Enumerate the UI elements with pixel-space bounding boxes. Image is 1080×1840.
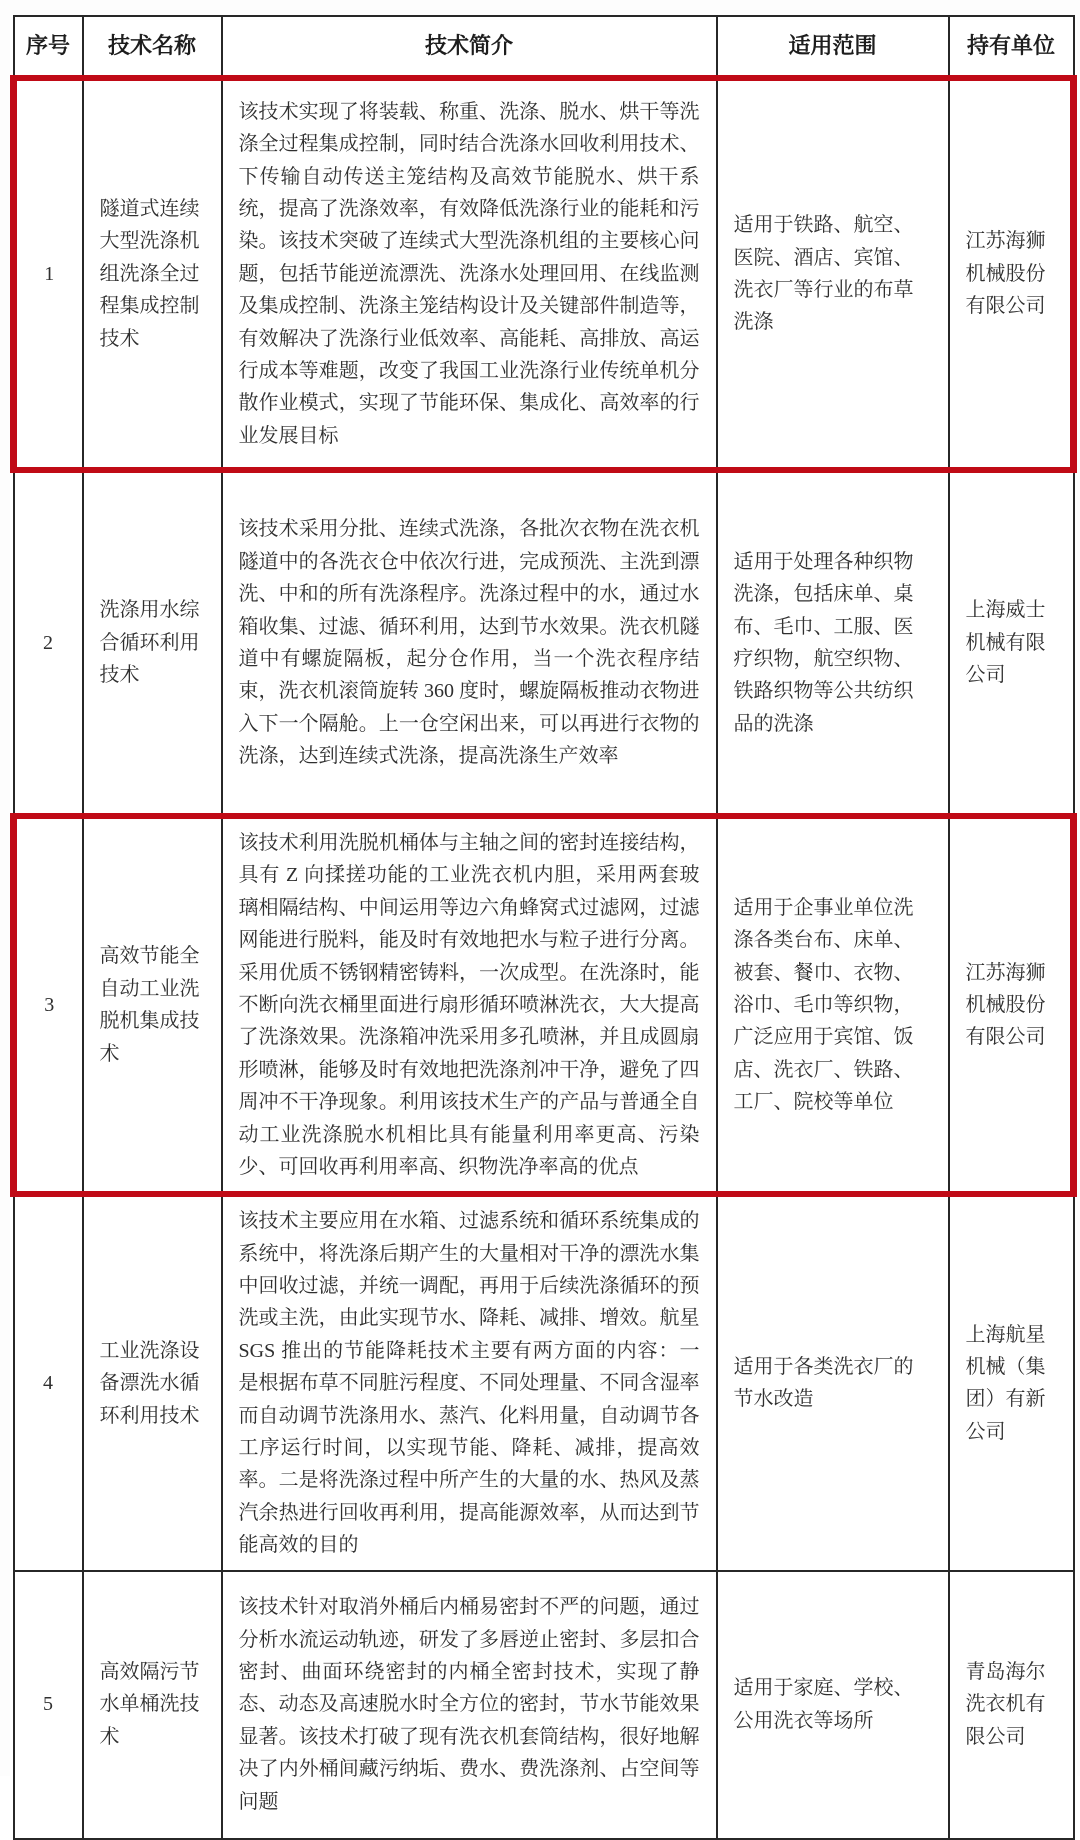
scope-cell: 适用于企事业单位洗涤各类台布、床单、被套、餐巾、衣物、浴巾、毛巾等织物，广泛应用于宾馆、饭店、洗衣厂、铁路、工厂、院校等单位 — [717, 816, 949, 1194]
name-cell: 工业洗涤设备漂洗水循环利用技术 — [83, 1194, 222, 1570]
intro-cell: 该技术利用洗脱机桶体与主轴之间的密封连接结构，具有 Z 向揉搓功能的工业洗衣机内胆，采用两套玻璃相隔结构、中间运用等边六角蜂窝式过滤网，过滤网能进行脱料，能及时有效地把水与粒子进行分离。采用优质不锈钢精密铸料，一次成型。在洗涤时，能不断向洗衣桶里面进行扇形循环喷淋洗衣，大大提高了洗涤效果。洗涤箱冲洗采用多孔喷淋，并且成圆扇形喷淋，能够及时有效地把洗涤剂冲干净，避免了四周冲不干净现象。利用该技术生产的产品与普通全自动工业洗涤脱水机相比具有能量利用率更高、污染少、可回收再利用率高、织物洗净率高的优点 — [222, 816, 717, 1194]
name-cell: 洗涤用水综合循环利用技术 — [83, 470, 222, 816]
serial-cell: 2 — [14, 470, 83, 816]
table-row — [14, 78, 1074, 470]
column-header-intro: 技术简介 — [222, 16, 717, 78]
scope-cell: 适用于铁路、航空、医院、酒店、宾馆、洗衣厂等行业的布草洗涤 — [717, 78, 949, 470]
scope-cell: 适用于处理各种织物洗涤，包括床单、桌布、毛巾、工服、医疗织物，航空织物、铁路织物等公共纺织品的洗涤 — [717, 470, 949, 816]
serial-cell: 4 — [14, 1194, 83, 1570]
intro-cell: 该技术针对取消外桶后内桶易密封不严的问题，通过分析水流运动轨迹，研发了多唇逆止密封、多层扣合密封、曲面环绕密封的内桶全密封技术，实现了静态、动态及高速脱水时全方位的密封，节水节能效果显著。该技术打破了现有洗衣机套筒结构，很好地解决了内外桶间藏污纳垢、费水、费洗涤剂、占空间等问题 — [222, 1571, 717, 1839]
serial-cell: 5 — [14, 1571, 83, 1839]
serial-cell: 3 — [14, 816, 83, 1194]
holder-cell: 江苏海狮机械股份有限公司 — [949, 78, 1074, 470]
table-row — [14, 470, 1074, 816]
column-header-scope: 适用范围 — [717, 16, 949, 78]
intro-cell: 该技术实现了将装载、称重、洗涤、脱水、烘干等洗涤全过程集成控制，同时结合洗涤水回收利用技术、下传输自动传送主笼结构及高效节能脱水、烘干系统，提高了洗涤效率，有效降低洗涤行业的能耗和污染。该技术突破了连续式大型洗涤机组的主要核心问题，包括节能逆流漂洗、洗涤水处理回用、在线监测及集成控制、洗涤主笼结构设计及关键部件制造等，有效解决了洗涤行业低效率、高能耗、高排放、高运行成本等难题，改变了我国工业洗涤行业传统单机分散作业模式，实现了节能环保、集成化、高效率的行业发展目标 — [222, 78, 717, 470]
table-row — [14, 1571, 1074, 1839]
holder-cell: 江苏海狮机械股份有限公司 — [949, 816, 1074, 1194]
column-header-serial: 序号 — [14, 16, 83, 78]
holder-cell: 上海航星机械（集团）有新公司 — [949, 1194, 1074, 1570]
serial-cell: 1 — [14, 78, 83, 470]
name-cell: 高效隔污节水单桶洗技术 — [83, 1571, 222, 1839]
name-cell: 高效节能全自动工业洗脱机集成技术 — [83, 816, 222, 1194]
intro-cell: 该技术主要应用在水箱、过滤系统和循环系统集成的系统中，将洗涤后期产生的大量相对干净的漂洗水集中回收过滤，并统一调配，再用于后续洗涤循环的预洗或主洗，由此实现节水、降耗、减排、增效。航星 SGS 推出的节能降耗技术主要有两方面的内容：一是根据布草不同脏污程度、不同处理量、不同含湿率而自动调节洗涤用水、蒸汽、化料用量，自动调节各工序运行时间，以实现节能、降耗、减排，提高效率。二是将洗涤过程中所产生的大量的水、热风及蒸汽余热进行回收再利用，提高能源效率，从而达到节能高效的目的 — [222, 1194, 717, 1570]
header-row — [14, 16, 1074, 78]
table-row — [14, 1194, 1074, 1570]
holder-cell: 上海威士机械有限公司 — [949, 470, 1074, 816]
scope-cell: 适用于家庭、学校、公用洗衣等场所 — [717, 1571, 949, 1839]
holder-cell: 青岛海尔洗衣机有限公司 — [949, 1571, 1074, 1839]
technology-table — [10, 15, 1077, 1840]
intro-cell: 该技术采用分批、连续式洗涤，各批次衣物在洗衣机隧道中的各洗衣仓中依次行进，完成预洗、主洗到漂洗、中和的所有洗涤程序。洗涤过程中的水，通过水箱收集、过滤、循环利用，达到节水效果。洗衣机隧道中有螺旋隔板，起分仓作用，当一个洗衣程序结束，洗衣机滚筒旋转 360 度时，螺旋隔板推动衣物进入下一个隔舱。上一仓空闲出来，可以再进行衣物的洗涤，达到连续式洗涤，提高洗涤生产效率 — [222, 470, 717, 816]
table-row — [14, 816, 1074, 1194]
column-header-name: 技术名称 — [83, 16, 222, 78]
scope-cell: 适用于各类洗衣厂的节水改造 — [717, 1194, 949, 1570]
name-cell: 隧道式连续大型洗涤机组洗涤全过程集成控制技术 — [83, 78, 222, 470]
column-header-holder: 持有单位 — [949, 16, 1074, 78]
